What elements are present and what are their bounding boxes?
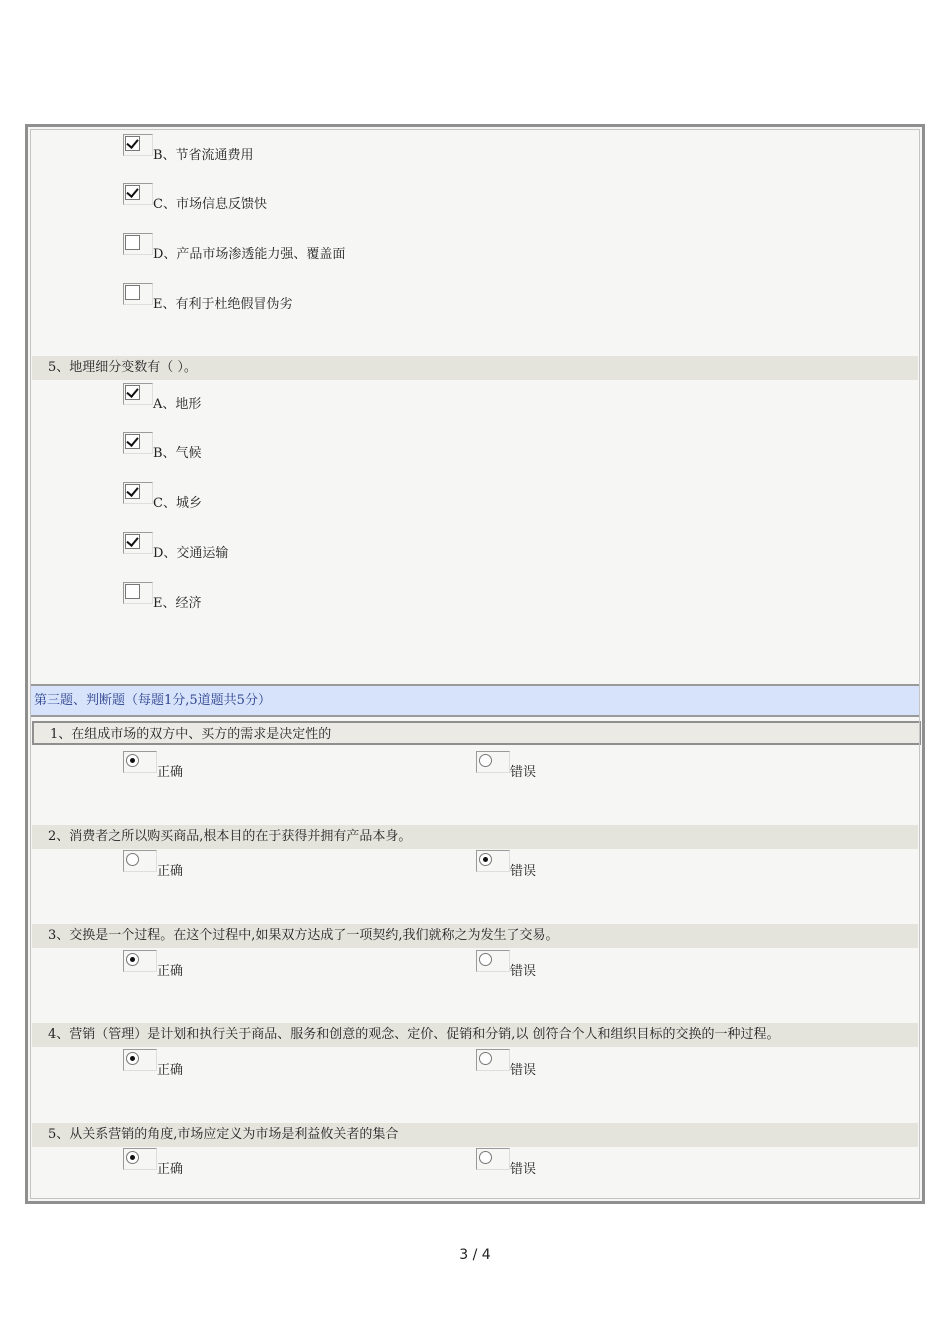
tf-q2-true-label: 正确	[157, 864, 184, 879]
tf-q3-false-radio[interactable]	[476, 950, 510, 972]
q4-option-e-label: E、有利于杜绝假冒伪劣	[153, 297, 293, 312]
q5-option-d-label: D、交通运输	[153, 546, 229, 561]
q5-option-c-checkbox[interactable]	[123, 482, 153, 504]
tf-q5-true-radio[interactable]	[123, 1148, 157, 1170]
q5-option-e-label: E、经济	[153, 596, 202, 611]
tf-q1-question: 1、在组成市场的双方中、买方的需求是决定性的	[32, 721, 921, 745]
tf-q4-true-label: 正确	[157, 1063, 184, 1078]
tf-q3-true[interactable]	[123, 950, 184, 979]
q4-option-b-checkbox[interactable]	[123, 134, 153, 156]
page-number: 3 / 4	[459, 1247, 491, 1263]
q5-option-b[interactable]	[123, 432, 202, 461]
tf-q5-question: 5、从关系营销的角度,市场应定义为市场是利益攸关者的集合	[32, 1123, 918, 1147]
q5-option-b-label: B、气候	[153, 446, 202, 461]
q5-option-c-label: C、城乡	[153, 496, 202, 511]
tf-q4-false[interactable]	[476, 1049, 537, 1078]
tf-q5-true[interactable]	[123, 1148, 184, 1177]
tf-q5-false-radio[interactable]	[476, 1148, 510, 1170]
tf-q4-true[interactable]	[123, 1049, 184, 1078]
q5-option-c[interactable]	[123, 482, 202, 511]
q5-option-a-label: A、地形	[153, 397, 202, 412]
q4-option-d-label: D、产品市场渗透能力强、覆盖面	[153, 247, 346, 262]
tf-q1-true-label: 正确	[157, 765, 184, 780]
tf-q3-true-label: 正确	[157, 964, 184, 979]
q4-option-c[interactable]	[123, 183, 267, 212]
tf-q4-question: 4、营销（管理）是计划和执行关于商品、服务和创意的观念、定价、促销和分销,以 创符合个人和组织目标的交换的一种过程。	[32, 1023, 918, 1047]
tf-q3-true-radio[interactable]	[123, 950, 157, 972]
tf-q5-false-label: 错误	[510, 1162, 537, 1177]
q4-option-e-checkbox[interactable]	[123, 283, 153, 305]
tf-q4-false-radio[interactable]	[476, 1049, 510, 1071]
q5-option-d-checkbox[interactable]	[123, 532, 153, 554]
q5-question: 5、地理细分变数有（ ）。	[32, 356, 918, 380]
tf-q2-true-radio[interactable]	[123, 850, 157, 872]
q5-option-d[interactable]	[123, 532, 229, 561]
tf-q1-true-radio[interactable]	[123, 751, 157, 773]
q5-option-e-checkbox[interactable]	[123, 582, 153, 604]
tf-q2-question: 2、消费者之所以购买商品,根本目的在于获得并拥有产品本身。	[32, 825, 918, 849]
tf-q2-true[interactable]	[123, 850, 184, 879]
section-title: 第三题、判断题（每题1分,5道题共5分）	[30, 684, 920, 717]
q5-option-a[interactable]	[123, 383, 202, 412]
q5-option-e[interactable]	[123, 582, 202, 611]
q4-option-d[interactable]	[123, 233, 346, 262]
exam-panel	[25, 124, 925, 1204]
q4-option-d-checkbox[interactable]	[123, 233, 153, 255]
q4-option-c-checkbox[interactable]	[123, 183, 153, 205]
q5-option-b-checkbox[interactable]	[123, 432, 153, 454]
tf-q1-false[interactable]	[476, 751, 537, 780]
tf-q3-question: 3、交换是一个过程。在这个过程中,如果双方达成了一项契约,我们就称之为发生了交易。	[32, 924, 918, 948]
q4-option-e[interactable]	[123, 283, 293, 312]
q4-option-b-label: B、节省流通费用	[153, 148, 254, 163]
q4-option-b[interactable]	[123, 134, 254, 163]
tf-q5-true-label: 正确	[157, 1162, 184, 1177]
tf-q3-false-label: 错误	[510, 964, 537, 979]
tf-q1-true[interactable]	[123, 751, 184, 780]
tf-q2-false-label: 错误	[510, 864, 537, 879]
tf-q2-false-radio[interactable]	[476, 850, 510, 872]
tf-q4-true-radio[interactable]	[123, 1049, 157, 1071]
tf-q5-false[interactable]	[476, 1148, 537, 1177]
tf-q2-false[interactable]	[476, 850, 537, 879]
tf-q4-false-label: 错误	[510, 1063, 537, 1078]
tf-q3-false[interactable]	[476, 950, 537, 979]
tf-q1-false-label: 错误	[510, 765, 537, 780]
q4-option-c-label: C、市场信息反馈快	[153, 197, 267, 212]
q5-option-a-checkbox[interactable]	[123, 383, 153, 405]
tf-q1-false-radio[interactable]	[476, 751, 510, 773]
